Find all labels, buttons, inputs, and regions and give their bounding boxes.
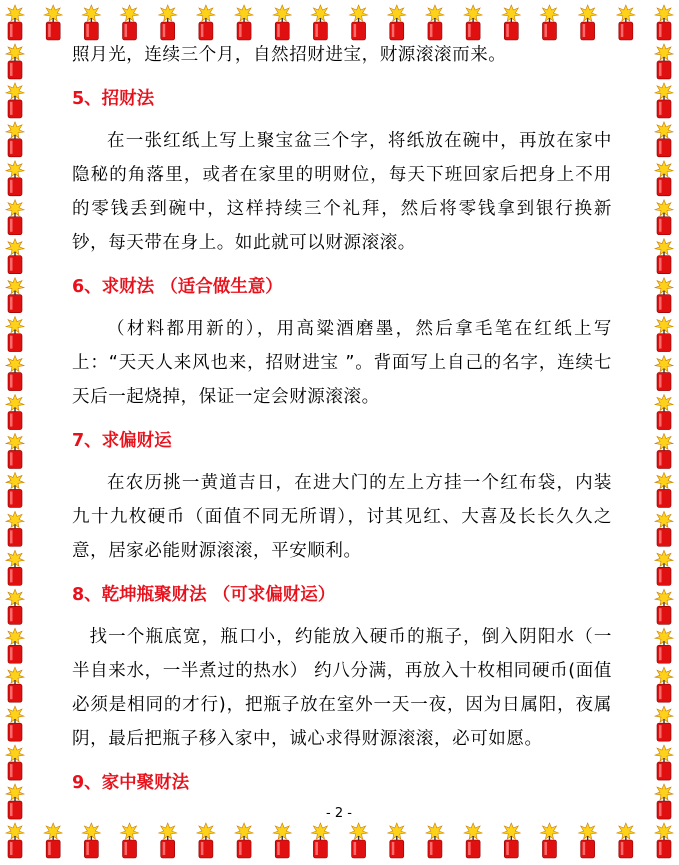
- candle-icon: [579, 823, 597, 858]
- candle-icon: [311, 823, 329, 858]
- candle-icon: [235, 823, 253, 858]
- candle-icon: [6, 472, 24, 507]
- section-8-paragraph: 找一个瓶底宽，瓶口小，约能放入硬币的瓶子，倒入阴阳水（一半自来水，一半煮过的热水） 约八分满，再放入十枚相同硬币(面值必须是相同的才行)，把瓶子放在室外一天一夜，因为日属阳，夜属阴，最后把瓶子移入家中，诚心求得财源滚滚，必可如愿。: [72, 627, 612, 749]
- candle-icon: [655, 706, 673, 741]
- candle-icon: [464, 823, 482, 858]
- candle-icon: [6, 5, 24, 40]
- candle-icon: [6, 356, 24, 391]
- document-body: [72, 38, 612, 800]
- candle-icon: [197, 823, 215, 858]
- section-5-heading: 5、招财法: [72, 89, 155, 109]
- candle-icon: [311, 5, 329, 40]
- candle-icon: [350, 823, 368, 858]
- candle-icon: [159, 823, 177, 858]
- candle-icon: [655, 589, 673, 624]
- candle-icon: [464, 5, 482, 40]
- candle-icon: [655, 83, 673, 118]
- candle-icon: [6, 239, 24, 274]
- candle-icon: [6, 628, 24, 663]
- candle-icon: [6, 44, 24, 79]
- section-8-heading: 8、乾坤瓶聚财法 （可求偏财运）: [72, 585, 336, 605]
- candle-icon: [540, 5, 558, 40]
- section-7-heading: 7、求偏财运: [72, 431, 172, 451]
- candle-icon: [655, 784, 673, 819]
- candle-icon: [655, 356, 673, 391]
- candle-icon: [6, 317, 24, 352]
- candle-icon: [197, 5, 215, 40]
- candle-icon: [235, 5, 253, 40]
- candle-icon: [159, 5, 177, 40]
- candle-icon: [6, 511, 24, 546]
- candle-icon: [388, 5, 406, 40]
- page-number: - 2 -: [326, 806, 352, 821]
- candle-icon: [655, 239, 673, 274]
- candle-icon: [82, 823, 100, 858]
- candle-icon: [655, 200, 673, 235]
- section-5-paragraph: 在一张红纸上写上聚宝盆三个字，将纸放在碗中，再放在家中隐秘的角落里，或者在家里的明财位，每天下班回家后把身上不用的零钱丢到碗中，这样持续三个礼拜，然后将零钱拿到银行换新钞，每天带在身上。如此就可以财源滚滚。: [72, 131, 612, 253]
- candle-icon: [121, 5, 139, 40]
- candle-icon: [6, 745, 24, 780]
- candle-icon: [655, 745, 673, 780]
- candle-icon: [6, 83, 24, 118]
- candle-icon: [6, 706, 24, 741]
- candle-icon: [6, 161, 24, 196]
- candle-icon: [273, 823, 291, 858]
- candle-icon: [502, 823, 520, 858]
- candle-icon: [82, 5, 100, 40]
- candle-icon: [6, 589, 24, 624]
- candle-icon: [540, 823, 558, 858]
- candle-icon: [655, 433, 673, 468]
- candle-icon: [6, 278, 24, 313]
- candle-icon: [655, 667, 673, 702]
- candle-icon: [655, 5, 673, 40]
- intro-tail-paragraph: 照月光，连续三个月，自然招财进宝，财源滚滚而来。: [72, 45, 507, 65]
- candle-icon: [426, 5, 444, 40]
- candle-icon: [6, 784, 24, 819]
- candle-icon: [44, 823, 62, 858]
- section-6-paragraph: （材料都用新的），用高粱酒磨墨，然后拿毛笔在红纸上写上：“天天人来风也来，招财进宝 ”。背面写上自己的名字，连续七天后一起烧掉，保证一定会财源滚滚。: [72, 319, 612, 407]
- candle-icon: [502, 5, 520, 40]
- candle-icon: [426, 823, 444, 858]
- candle-icon: [617, 5, 635, 40]
- candle-icon: [6, 200, 24, 235]
- candle-icon: [655, 44, 673, 79]
- candle-icon: [655, 161, 673, 196]
- section-6-heading: 6、求财法 （适合做生意）: [72, 277, 283, 297]
- candle-icon: [6, 122, 24, 157]
- candle-icon: [655, 628, 673, 663]
- candle-icon: [655, 122, 673, 157]
- candle-icon: [655, 317, 673, 352]
- candle-icon: [388, 823, 406, 858]
- candle-icon: [273, 5, 291, 40]
- candle-icon: [6, 823, 24, 858]
- candle-icon: [655, 278, 673, 313]
- candle-icon: [6, 395, 24, 430]
- candle-icon: [6, 667, 24, 702]
- candle-icon: [121, 823, 139, 858]
- candle-icon: [655, 511, 673, 546]
- candle-icon: [6, 550, 24, 585]
- candle-icon: [655, 395, 673, 430]
- candle-icon: [617, 823, 635, 858]
- section-9-heading: 9、家中聚财法: [72, 773, 190, 793]
- candle-icon: [6, 433, 24, 468]
- candle-icon: [655, 550, 673, 585]
- candle-icon: [655, 823, 673, 858]
- section-7-paragraph: 在农历挑一黄道吉日，在进大门的左上方挂一个红布袋，内装九十九枚硬币（面值不同无所谓），讨其见红、大喜及长长久久之意，居家必能财源滚滚，平安顺利。: [72, 473, 612, 561]
- candle-icon: [655, 472, 673, 507]
- candle-icon: [350, 5, 368, 40]
- candle-icon: [579, 5, 597, 40]
- candle-icon: [44, 5, 62, 40]
